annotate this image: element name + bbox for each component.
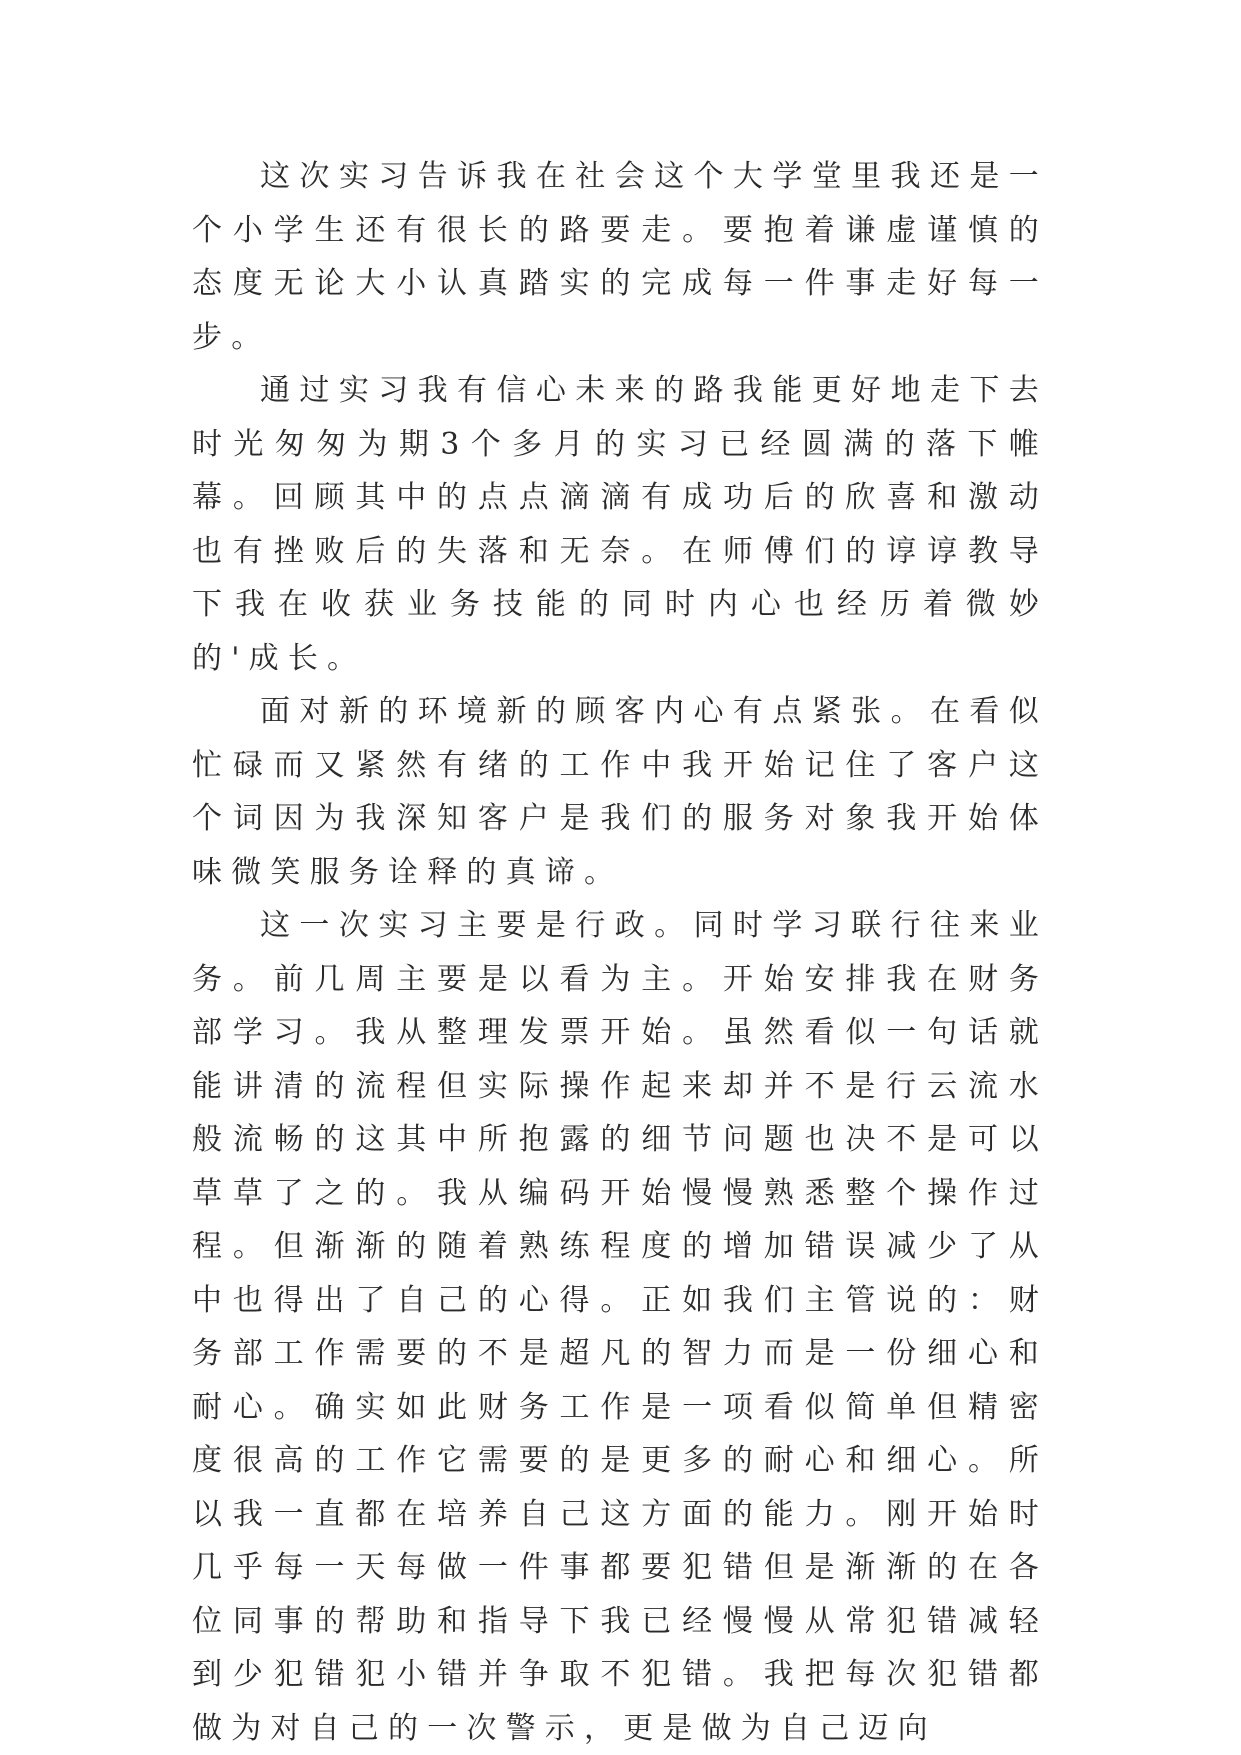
paragraph: 这一次实习主要是行政。同时学习联行往来业务。前几周主要是以看为主。开始安排我在财务部学习。我从整理发票开始。虽然看似一句话就能讲清的流程但实际操作起来却并不是行云流水般流畅的这其中所抱露的细节问题也决不是可以草草了之的。我从编码开始慢慢熟悉整个操作过程。但渐渐的随着熟练程度的增加错误减少了从中也得出了自己的心得。正如我们主管说的：财务部工作需要的不是超凡的智力而是一份细心和耐心。确实如此财务工作是一项看似简单但精密度很高的工作它需要的是更多的耐心和细心。所以我一直都在培养自己这方面的能力。刚开始时几乎每一天每做一件事都要犯错但是渐渐的在各位同事的帮助和指导下我已经慢慢从常犯错减轻到少犯错犯小错并争取不犯错。我把每次犯错都做为对自己的一次警示，更是做为自己迈向: [192, 908, 1048, 1746]
paragraph: 面对新的环境新的顾客内心有点紧张。在看似忙碌而又紧然有绪的工作中我开始记住了客户这个词因为我深知客户是我们的服务对象我开始体味微笑服务诠释的真谛。: [192, 694, 1048, 890]
document-body: [192, 150, 1048, 1755]
paragraph: 通过实习我有信心未来的路我能更好地走下去时光匆匆为期3个多月的实习已经圆满的落下帷幕。回顾其中的点点滴滴有成功后的欣喜和激动也有挫败后的失落和无奈。在师傅们的谆谆教导下我在收获业务技能的同时内心也经历着微妙的'成长。: [192, 373, 1048, 676]
paragraph: 这次实习告诉我在社会这个大学堂里我还是一个小学生还有很长的路要走。要抱着谦虚谨慎的态度无论大小认真踏实的完成每一件事走好每一步。: [192, 159, 1048, 355]
